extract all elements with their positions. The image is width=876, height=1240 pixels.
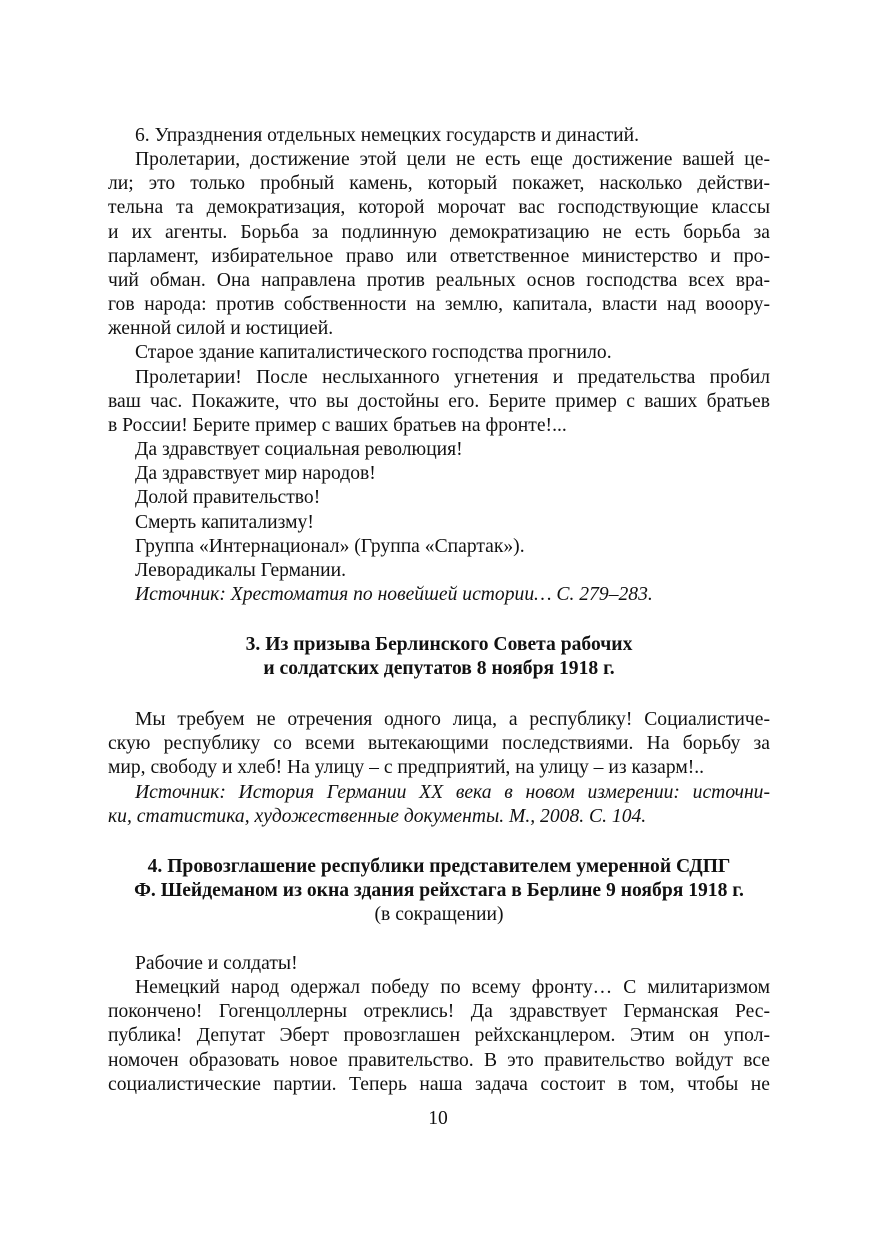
section-3-title [108,633,770,681]
section-subtitle: (в сокращении) [374,903,504,925]
paragraph-line: номочен образовать новое правительство. В это правительство войдут все [108,1049,770,1071]
paragraph-line: Мы требуем не отречения одного лица, а республику! Социалистиче- [135,709,770,731]
paragraph-line: мир, свободу и хлеб! На улицу – с предприятий, на улицу – из казарм!.. [108,757,705,779]
paragraph-line: парламент, избирательное право или ответственное министерство и про- [108,245,770,267]
page-number: 10 [428,1108,448,1129]
slogan-line: Группа «Интернационал» (Группа «Спартак»). [135,535,525,557]
rotten-building-line: Старое здание капиталистического господства прогнило. [135,342,612,364]
paragraph-line: гов народа: против собственности на землю, капитала, власти над вооору- [108,294,770,316]
slogan-line: Да здравствует мир народов! [135,463,376,485]
paragraph-line: тельна та демократизация, которой морочат вас господствующие классы [108,197,770,219]
section-title-line: 4. Провозглашение республики представителем умеренной СДПГ [147,855,731,877]
section-4-paragraph [108,976,770,1097]
paragraph-line: социалистические партии. Теперь наша задача состоит в том, чтобы не [108,1073,770,1095]
slogan-line: Смерть капитализму! [135,511,314,533]
slogan-line: Леворадикалы Германии. [135,559,346,581]
section-3-source [108,781,770,829]
paragraph-line: женной силой и юстицией. [108,318,334,340]
hour-paragraph [108,366,770,438]
paragraph-line: публика! Депутат Эберт провозглашен рейхсканцлером. Этим он упол- [108,1025,770,1047]
section-title-line: Ф. Шейдеманом из окна здания рейхстага в Берлине 9 ноября 1918 г. [134,879,744,901]
paragraph-line: в России! Берите пример с ваших братьев на фронте!... [108,414,567,436]
item-6-line: 6. Упразднения отдельных немецких государств и династий. [135,125,640,146]
section-4-title [108,855,770,927]
slogan-line: Да здравствует социальная революция! [135,439,463,461]
paragraph-line: ваш час. Покажите, что вы достойны его. Берите пример с ваших братьев [108,390,770,412]
paragraph-line: покончено! Гогенцоллерны отреклись! Да здравствует Германская Рес- [108,1001,770,1023]
document-page [108,124,770,1097]
slogans [108,438,770,583]
section-title-line: и солдатских депутатов 8 ноября 1918 г. [263,658,615,680]
paragraph-line: Пролетарии! После неслыханного угнетения и предательства пробил [135,366,770,388]
paragraph-line: Немецкий народ одержал победу по всему фронту… С милитаризмом [135,977,770,999]
source-line: Источник: История Германии XX века в новом измерении: источни- [135,781,770,803]
greeting-line: Рабочие и солдаты! [135,952,298,974]
paragraph-line: ли; это только пробный камень, который покажет, насколько действи- [108,173,770,195]
section-title-line: 3. Из призыва Берлинского Совета рабочих [245,634,633,656]
appeal-paragraph [108,148,770,341]
paragraph-line: чий обман. Она направлена против реальных основ господства всех вра- [108,269,770,291]
paragraph-line: и их агенты. Борьба за подлинную демократизацию не есть борьба за [108,221,770,243]
paragraph-line: Пролетарии, достижение этой цели не есть еще достижение вашей це- [135,149,770,171]
section-3-paragraph [108,708,770,780]
source-citation: Источник: Хрестоматия по новейшей истории… С. 279–283. [135,583,653,605]
paragraph-line: скую республику со всеми вытекающими последствиями. На борьбу за [108,733,770,755]
source-line: ки, статистика, художественные документы. М., 2008. С. 104. [108,805,647,827]
slogan-line: Долой правительство! [135,487,321,509]
